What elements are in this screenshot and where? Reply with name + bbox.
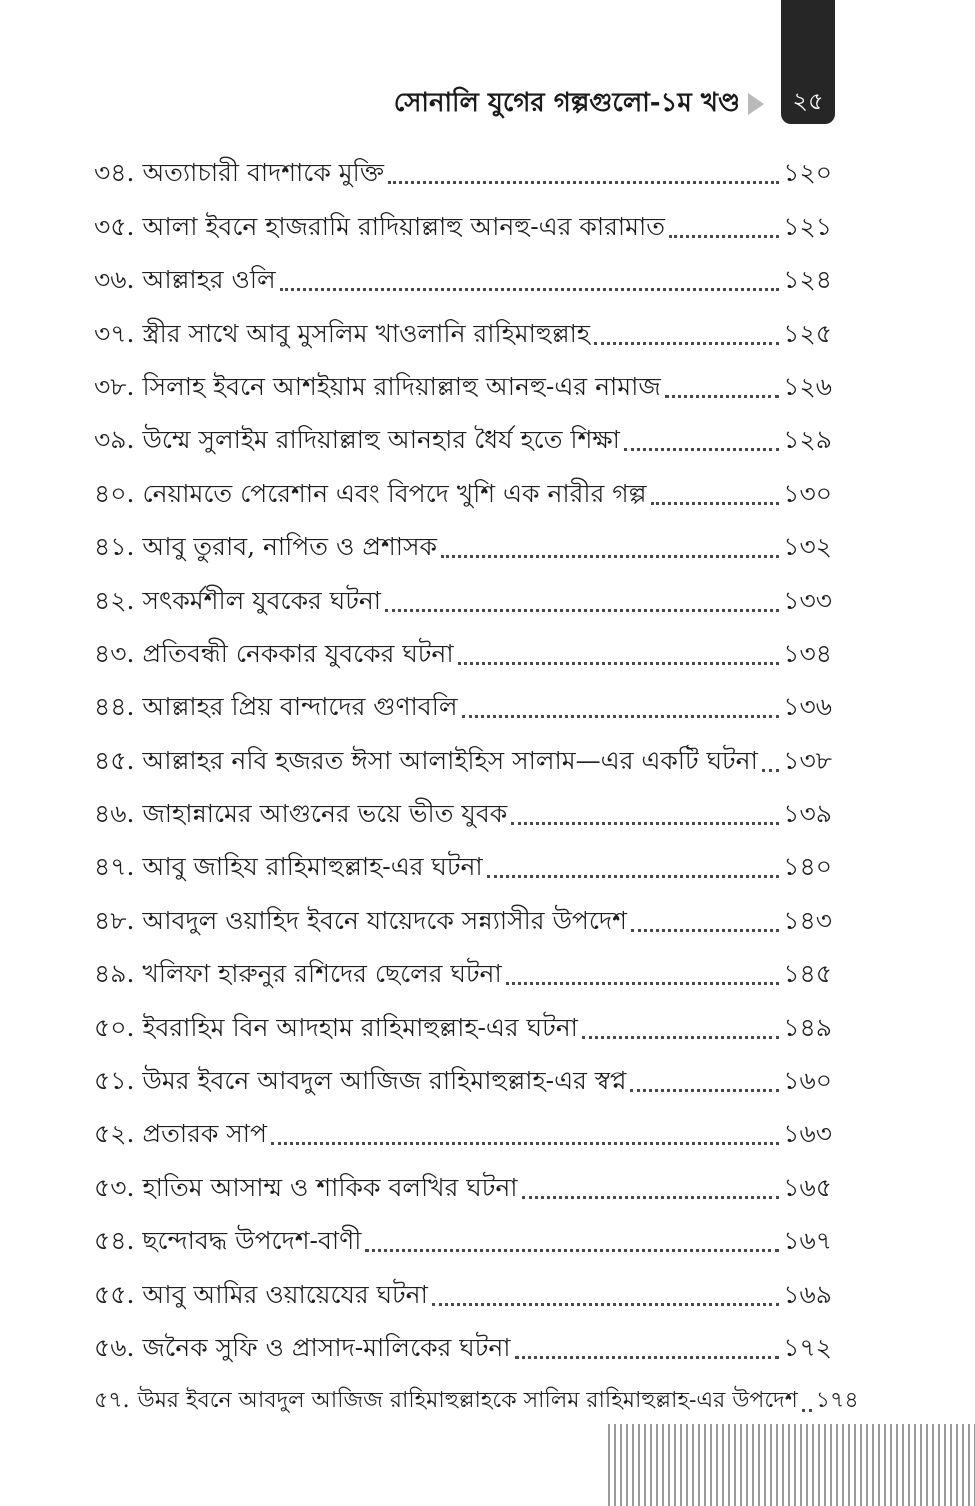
dot-leader bbox=[487, 875, 780, 878]
dot-leader bbox=[432, 1303, 779, 1306]
toc-entry-page: ১৬৭ bbox=[783, 1226, 832, 1256]
toc-entry bbox=[94, 407, 832, 460]
toc-entry-number: ৪০. bbox=[94, 478, 135, 508]
toc-entry-title: প্রতারক সাপ bbox=[142, 1119, 268, 1149]
toc-entry bbox=[94, 1101, 832, 1154]
toc-entry-page: ১৭৪ bbox=[815, 1388, 859, 1414]
toc-entry-number: ৩৫. bbox=[94, 211, 135, 241]
toc-entry-page: ১৩৮ bbox=[783, 745, 832, 775]
dot-leader bbox=[385, 609, 779, 612]
dot-leader bbox=[458, 662, 780, 665]
toc-entry-page: ১৬০ bbox=[783, 1066, 832, 1096]
toc-entry-page: ১৪৩ bbox=[783, 905, 832, 935]
decorative-stripes bbox=[608, 1424, 975, 1506]
dot-leader bbox=[630, 1089, 779, 1092]
toc-entry bbox=[94, 193, 832, 246]
toc-entry-number: ৪৭. bbox=[94, 852, 135, 882]
dot-leader bbox=[506, 982, 780, 985]
toc-entry-page: ১২৬ bbox=[783, 371, 832, 401]
toc-entry-title: আল্লাহর নবি হজরত ঈসা আলাইহিস সালাম—এর একটি ঘটনা bbox=[142, 745, 758, 775]
toc-entry-title: উমর ইবনে আবদুল আজিজ রাহিমাহুল্লাহকে সালিম রাহিমাহুল্লাহ-এর উপদেশ bbox=[137, 1388, 798, 1414]
dot-leader bbox=[462, 715, 780, 718]
toc-entry bbox=[94, 1368, 859, 1421]
toc-entry-page: ১৩৩ bbox=[783, 585, 832, 615]
toc-entry-page: ১৬৫ bbox=[783, 1172, 832, 1202]
toc-entry-page: ১৭২ bbox=[783, 1332, 832, 1362]
toc-entry-title: খলিফা হারুনুর রশিদের ছেলের ঘটনা bbox=[142, 959, 502, 989]
toc-entry bbox=[94, 674, 832, 727]
toc-entry-number: ৪১. bbox=[94, 532, 135, 562]
toc-entry-number: ৩৪. bbox=[94, 158, 135, 188]
dot-leader bbox=[388, 181, 779, 184]
toc-entry-page: ১৪৫ bbox=[783, 959, 832, 989]
toc-entry bbox=[94, 834, 832, 887]
toc-entry-page: ১২১ bbox=[783, 211, 832, 241]
toc-entry-page: ১২৯ bbox=[783, 425, 832, 455]
toc-entry bbox=[94, 354, 832, 407]
toc-entry-title: উম্মে সুলাইম রাদিয়াল্লাহু আনহার ধৈর্য হতে শিক্ষা bbox=[142, 425, 620, 455]
toc-entry-title: আবু তুরাব, নাপিত ও প্রশাসক bbox=[142, 532, 438, 562]
toc-entry-number: ৪৮. bbox=[94, 905, 135, 935]
toc-entry bbox=[94, 567, 832, 620]
toc-entry bbox=[94, 994, 832, 1047]
toc-entry-title: ইবরাহিম বিন আদহাম রাহিমাহুল্লাহ-এর ঘটনা bbox=[142, 1012, 578, 1042]
toc-entry-number: ৫০. bbox=[94, 1012, 135, 1042]
toc-entry bbox=[94, 300, 832, 353]
toc-entry-page: ১৪০ bbox=[783, 852, 832, 882]
toc-entry bbox=[94, 941, 832, 994]
dot-leader bbox=[280, 288, 780, 291]
toc-entry-number: ৪৫. bbox=[94, 745, 135, 775]
toc-entry bbox=[94, 140, 832, 193]
dot-leader bbox=[365, 1249, 779, 1252]
toc-entry bbox=[94, 1154, 832, 1207]
play-arrow-icon bbox=[748, 93, 764, 115]
toc-entry-number: ৪৪. bbox=[94, 692, 135, 722]
toc-entry-page: ১৩৬ bbox=[783, 692, 832, 722]
toc-entry-number: ৩৮. bbox=[94, 371, 135, 401]
dot-leader bbox=[624, 448, 779, 451]
toc-entry-page: ১৩০ bbox=[783, 478, 832, 508]
toc-entry bbox=[94, 1208, 832, 1261]
dot-leader bbox=[631, 929, 779, 932]
toc-entry-number: ৩৯. bbox=[94, 425, 135, 455]
toc-entry-number: ৪৬. bbox=[94, 799, 135, 829]
toc-entry bbox=[94, 727, 832, 780]
toc-entry-page: ১২৪ bbox=[783, 265, 832, 295]
toc-entry-page: ১৬৩ bbox=[783, 1119, 832, 1149]
dot-leader bbox=[669, 235, 779, 238]
toc-entry bbox=[94, 1048, 832, 1101]
dot-leader bbox=[511, 822, 779, 825]
toc-entry-number: ৫১. bbox=[94, 1066, 135, 1096]
dot-leader bbox=[594, 342, 779, 345]
toc-entry-number: ৪৩. bbox=[94, 638, 135, 668]
toc-entry-number: ৪২. bbox=[94, 585, 135, 615]
toc-entry-page: ১৪৯ bbox=[783, 1012, 832, 1042]
toc-entry-page: ১৩৯ bbox=[783, 799, 832, 829]
dot-leader bbox=[515, 1356, 780, 1359]
toc-entry-number: ৪৯. bbox=[94, 959, 135, 989]
toc-entry-number: ৫৬. bbox=[94, 1332, 135, 1362]
running-title: সোনালি যুগের গল্পগুলো-১ম খণ্ড bbox=[393, 88, 740, 118]
toc-entry-page: ১২০ bbox=[783, 158, 832, 188]
dot-leader bbox=[441, 555, 779, 558]
toc-entry-title: আবু জাহিয রাহিমাহুল্লাহ-এর ঘটনা bbox=[142, 852, 483, 882]
toc-entry-title: ছন্দোবদ্ধ উপদেশ-বাণী bbox=[142, 1226, 362, 1256]
table-of-contents bbox=[94, 140, 859, 1421]
page-number: ২৫ bbox=[792, 87, 824, 115]
dot-leader bbox=[582, 1036, 779, 1039]
toc-entry bbox=[94, 460, 832, 513]
toc-entry-title: আবু আমির ওয়ায়েযের ঘটনা bbox=[142, 1279, 428, 1309]
toc-entry-number: ৫৪. bbox=[94, 1226, 135, 1256]
dot-leader bbox=[665, 395, 780, 398]
toc-entry-title: জনৈক সুফি ও প্রাসাদ-মালিকের ঘটনা bbox=[142, 1332, 511, 1362]
toc-entry-title: স্ত্রীর সাথে আবু মুসলিম খাওলানি রাহিমাহুল্লাহ bbox=[142, 318, 591, 348]
toc-entry-number: ৫৫. bbox=[94, 1279, 135, 1309]
toc-entry-title: হাতিম আসাম্ম ও শাকিক বলখির ঘটনা bbox=[142, 1172, 518, 1202]
toc-entry-title: জাহান্নামের আগুনের ভয়ে ভীত যুবক bbox=[142, 799, 508, 829]
dot-leader bbox=[762, 769, 779, 772]
toc-entry-title: প্রতিবন্ধী নেককার যুবকের ঘটনা bbox=[142, 638, 454, 668]
toc-entry-title: আবদুল ওয়াহিদ ইবনে যায়েদকে সন্ন্যাসীর উপদেশ bbox=[142, 905, 627, 935]
toc-entry bbox=[94, 781, 832, 834]
dot-leader bbox=[522, 1196, 780, 1199]
toc-entry-number: ৩৬. bbox=[94, 265, 135, 295]
toc-entry-page: ১৬৯ bbox=[783, 1279, 832, 1309]
toc-entry bbox=[94, 1315, 832, 1368]
dot-leader bbox=[271, 1142, 779, 1145]
toc-entry-number: ৫২. bbox=[94, 1119, 135, 1149]
toc-entry-title: সিলাহ ইবনে আশইয়াম রাদিয়াল্লাহু আনহু-এর নামাজ bbox=[142, 371, 661, 401]
toc-entry-page: ১৩৪ bbox=[783, 638, 832, 668]
toc-entry-title: অত্যাচারী বাদশাকে মুক্তি bbox=[142, 158, 385, 188]
toc-entry bbox=[94, 247, 832, 300]
toc-entry-page: ১৩২ bbox=[783, 532, 832, 562]
dot-leader bbox=[651, 502, 780, 505]
toc-entry-page: ১২৫ bbox=[783, 318, 832, 348]
toc-entry-title: আল্লাহর ওলি bbox=[142, 265, 276, 295]
toc-entry-number: ৩৭. bbox=[94, 318, 135, 348]
toc-entry bbox=[94, 1261, 832, 1314]
toc-entry-title: উমর ইবনে আবদুল আজিজ রাহিমাহুল্লাহ-এর স্বপ্ন bbox=[142, 1066, 627, 1096]
toc-entry-number: ৫৩. bbox=[94, 1172, 135, 1202]
toc-entry bbox=[94, 621, 832, 674]
toc-entry bbox=[94, 887, 832, 940]
dot-leader bbox=[802, 1409, 812, 1412]
toc-entry-title: নেয়ামতে পেরেশান এবং বিপদে খুশি এক নারীর গল্প bbox=[142, 478, 647, 508]
toc-entry-number: ৫৭. bbox=[94, 1388, 130, 1414]
toc-entry-title: সৎকর্মশীল যুবকের ঘটনা bbox=[142, 585, 381, 615]
toc-entry-title: আলা ইবনে হাজরামি রাদিয়াল্লাহু আনহু-এর কারামাত bbox=[142, 211, 666, 241]
toc-entry bbox=[94, 514, 832, 567]
toc-entry-title: আল্লাহর প্রিয় বান্দাদের গুণাবলি bbox=[142, 692, 458, 722]
